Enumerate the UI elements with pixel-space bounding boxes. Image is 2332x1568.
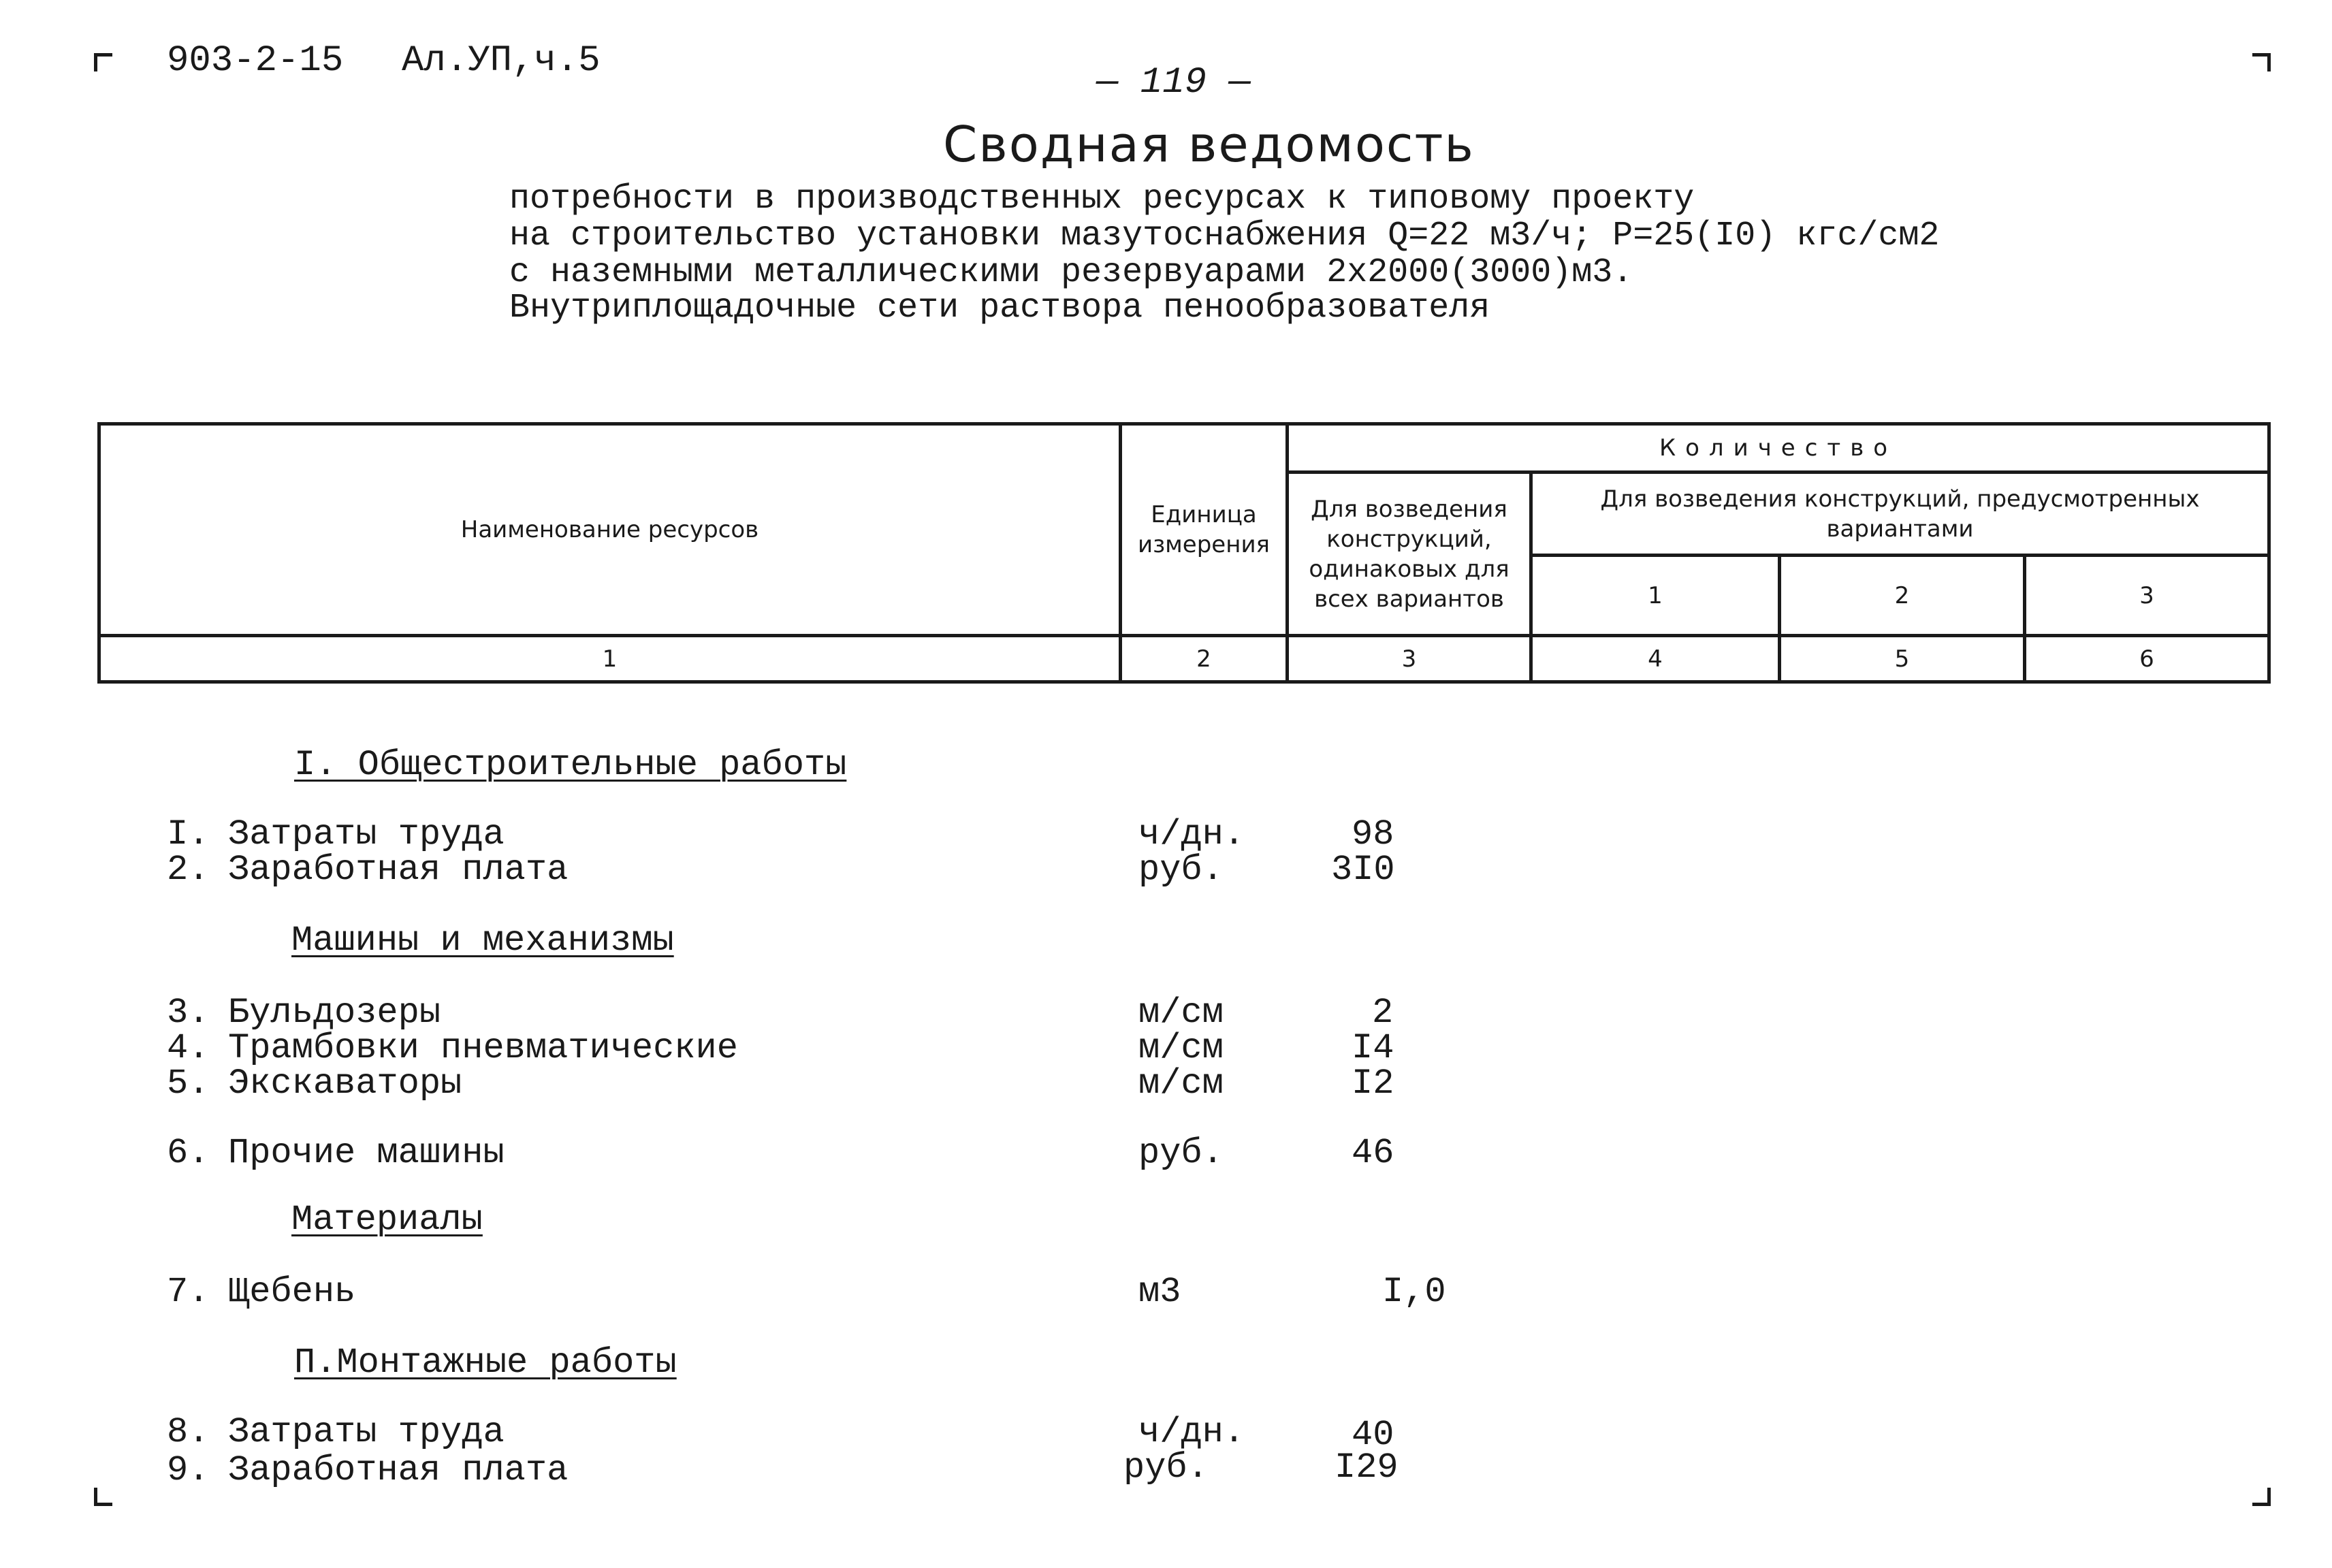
- subtitle-line-2: на строительство установки мазутоснабжения Q=22 м3/ч; Р=25(I0) кгс/см2: [509, 217, 1940, 255]
- row-unit: м/см: [1138, 1063, 1224, 1104]
- row-name: Затраты труда: [228, 814, 505, 854]
- row-number: I.: [167, 814, 210, 854]
- document-code: 903-2-15: [167, 40, 344, 82]
- column-number: 1: [602, 645, 618, 673]
- row-unit: руб.: [1138, 850, 1224, 890]
- page-number: — 119 —: [1096, 62, 1251, 103]
- subtitle-line-1: потребности в производственных ресурсах к типовому проекту: [509, 180, 1695, 219]
- page-title: Сводная ведомость: [943, 116, 1475, 173]
- header-common-constructions: Для возведения конструкций, одинаковых для всех вариантов: [1309, 495, 1510, 613]
- column-number: 2: [1196, 645, 1211, 673]
- row-name: Затраты труда: [228, 1412, 505, 1452]
- subtitle-line-3: с наземными металлическими резервуарами 2х2000(3000)м3.: [509, 253, 1633, 292]
- row-number: 6.: [167, 1133, 210, 1173]
- section-title-materials: Материалы: [291, 1200, 483, 1240]
- corner-mark-bottom-left: [94, 1488, 112, 1506]
- row-unit: ч/дн.: [1138, 814, 1245, 854]
- row-unit: руб.: [1138, 1133, 1224, 1173]
- header-resources: Наименование ресурсов: [460, 516, 759, 543]
- row-name: Заработная плата: [228, 1450, 569, 1490]
- row-number: 3.: [167, 993, 210, 1033]
- section-title-machines: Машины и механизмы: [291, 921, 674, 961]
- row-number: 8.: [167, 1412, 210, 1452]
- row-number: 9.: [167, 1450, 210, 1490]
- row-unit: м3: [1138, 1272, 1181, 1312]
- row-number: 5.: [167, 1063, 210, 1104]
- column-number: 3: [1401, 645, 1417, 673]
- row-qty: I29: [1335, 1447, 1399, 1488]
- row-unit: руб.: [1123, 1447, 1209, 1488]
- row-number: 7.: [167, 1272, 210, 1312]
- row-qty: I2: [1352, 1063, 1394, 1104]
- corner-mark-bottom-right: [2252, 1488, 2271, 1506]
- row-qty: 46: [1352, 1133, 1394, 1173]
- row-name: Трамбовки пневматические: [228, 1028, 738, 1068]
- corner-mark-top-left: [94, 53, 112, 71]
- header-quantity: Количество: [1659, 434, 1898, 462]
- header-unit: Единица измерения: [1137, 501, 1271, 558]
- album-reference: Ал.УП,ч.5: [402, 40, 601, 82]
- row-name: Экскаваторы: [228, 1063, 462, 1104]
- row-unit: м/см: [1138, 1028, 1224, 1068]
- row-unit: м/см: [1138, 993, 1224, 1033]
- row-number: 4.: [167, 1028, 210, 1068]
- row-qty: 2: [1372, 993, 1394, 1033]
- corner-mark-top-right: [2252, 53, 2271, 71]
- section-title-general-works: I. Общестроительные работы: [294, 745, 847, 785]
- row-name: Щебень: [228, 1272, 356, 1312]
- header-variant-2: 2: [1894, 581, 1910, 609]
- row-qty: I,0: [1382, 1272, 1446, 1312]
- row-number: 2.: [167, 850, 210, 890]
- row-name: Бульдозеры: [228, 993, 441, 1033]
- section-title-installation-works: П.Монтажные работы: [294, 1343, 677, 1383]
- row-qty: 40: [1352, 1415, 1394, 1455]
- row-qty: 3I0: [1331, 850, 1395, 890]
- column-number: 6: [2139, 645, 2154, 673]
- column-number: 5: [1894, 645, 1910, 673]
- row-qty: 98: [1352, 814, 1394, 854]
- header-variant-constructions: Для возведения конструкций, предусмотренных вариантами: [1600, 485, 2200, 543]
- row-unit: ч/дн.: [1138, 1412, 1245, 1452]
- row-qty: I4: [1352, 1028, 1394, 1068]
- resources-table: [97, 422, 2271, 684]
- column-number: 4: [1648, 645, 1663, 673]
- row-name: Заработная плата: [228, 850, 569, 890]
- header-variant-1: 1: [1648, 581, 1663, 609]
- header-variant-3: 3: [2139, 581, 2154, 609]
- row-name: Прочие машины: [228, 1133, 505, 1173]
- subtitle-line-4: Внутриплощадочные сети раствора пенообразователя: [509, 289, 1490, 327]
